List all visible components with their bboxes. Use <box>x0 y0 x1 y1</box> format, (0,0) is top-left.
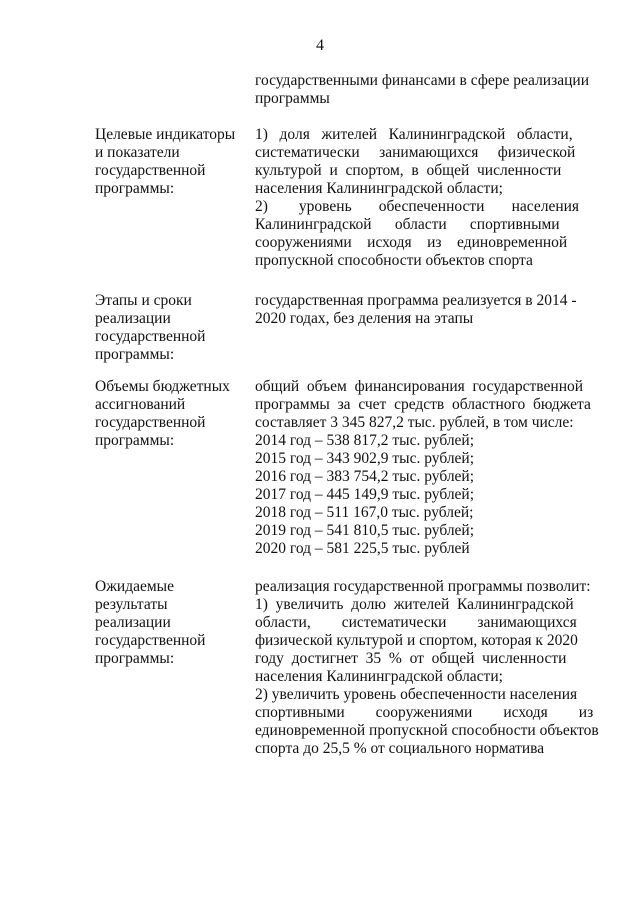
label-line: реализации <box>95 614 171 631</box>
indicators-text <box>255 126 593 270</box>
text-line: систематически занимающихся физической <box>255 144 576 161</box>
text-line: спортивными сооружениями исходя из <box>255 704 594 721</box>
stages-text <box>255 292 593 328</box>
text-line: 2) увеличить уровень обеспеченности населения <box>255 686 578 703</box>
budget-year-line: 2020 год – 581 225,5 тыс. рублей <box>255 540 470 557</box>
label-line: государственной <box>95 328 206 345</box>
label-line: реализации <box>95 310 171 327</box>
label-line: программы: <box>95 432 175 449</box>
text-line: общий объем финансирования государственной <box>255 378 584 395</box>
results-text <box>255 578 599 758</box>
budget-label <box>95 378 240 450</box>
text-line: пропускной способности объектов спорта <box>255 252 533 269</box>
page-number: 4 <box>316 37 324 54</box>
label-line: государственной <box>95 162 206 179</box>
budget-year-line: 2019 год – 541 810,5 тыс. рублей; <box>255 522 475 539</box>
text-line: культурой и спортом, в общей численности <box>255 162 562 179</box>
label-line: программы: <box>95 346 175 363</box>
text-line: области, систематически занимающихся <box>255 614 577 631</box>
budget-year-line: 2017 год – 445 149,9 тыс. рублей; <box>255 486 475 503</box>
budget-year-line: 2018 год – 511 167,0 тыс. рублей; <box>255 504 474 521</box>
text-line: населения Калининградской области; <box>255 668 503 685</box>
label-line: Этапы и сроки <box>95 292 192 309</box>
label-line: программы: <box>95 650 175 667</box>
indicators-label <box>95 126 240 198</box>
text-line: спорта до 25,5 % от социального норматива <box>255 740 545 757</box>
text-line: составляет 3 345 827,2 тыс. рублей, в том числе: <box>255 414 574 431</box>
text-line: программы за счет средств областного бюджета <box>255 396 591 413</box>
text-line: сооружениями исходя из единовременной <box>255 234 568 251</box>
label-line: государственной <box>95 414 206 431</box>
text-line: физической культурой и спортом, которая к 2020 <box>255 632 578 649</box>
budget-year-line: 2015 год – 343 902,9 тыс. рублей; <box>255 450 475 467</box>
text-line: населения Калининградской области; <box>255 180 503 197</box>
budget-year-line: 2014 год – 538 817,2 тыс. рублей; <box>255 432 475 449</box>
text-line: 1) доля жителей Калининградской области, <box>255 126 573 143</box>
intro-continuation <box>255 72 593 108</box>
label-line: результаты <box>95 596 168 613</box>
text-line: 2020 годах, без деления на этапы <box>255 310 474 327</box>
text-line: Калининградской области спортивными <box>255 216 560 233</box>
budget-text <box>255 378 593 558</box>
label-line: Объемы бюджетных <box>95 378 230 395</box>
text-line: году достигнет 35 % от общей численности <box>255 650 567 667</box>
results-label <box>95 578 240 668</box>
label-line: государственной <box>95 632 206 649</box>
text-line: государственными финансами в сфере реализации <box>255 72 589 89</box>
stages-label <box>95 292 240 364</box>
text-line: единовременной пропускной способности объектов <box>255 722 599 739</box>
label-line: Ожидаемые <box>95 578 174 595</box>
text-line: реализация государственной программы позволит: <box>255 578 591 595</box>
label-line: и показатели <box>95 144 180 161</box>
budget-year-line: 2016 год – 383 754,2 тыс. рублей; <box>255 468 475 485</box>
text-line: 2) уровень обеспеченности населения <box>255 198 580 215</box>
text-line: программы <box>255 90 330 107</box>
label-line: ассигнований <box>95 396 186 413</box>
text-line: 1) увеличить долю жителей Калининградской <box>255 596 574 613</box>
label-line: Целевые индикаторы <box>95 126 236 143</box>
text-line: государственная программа реализуется в 2014 - <box>255 292 577 309</box>
label-line: программы: <box>95 180 175 197</box>
